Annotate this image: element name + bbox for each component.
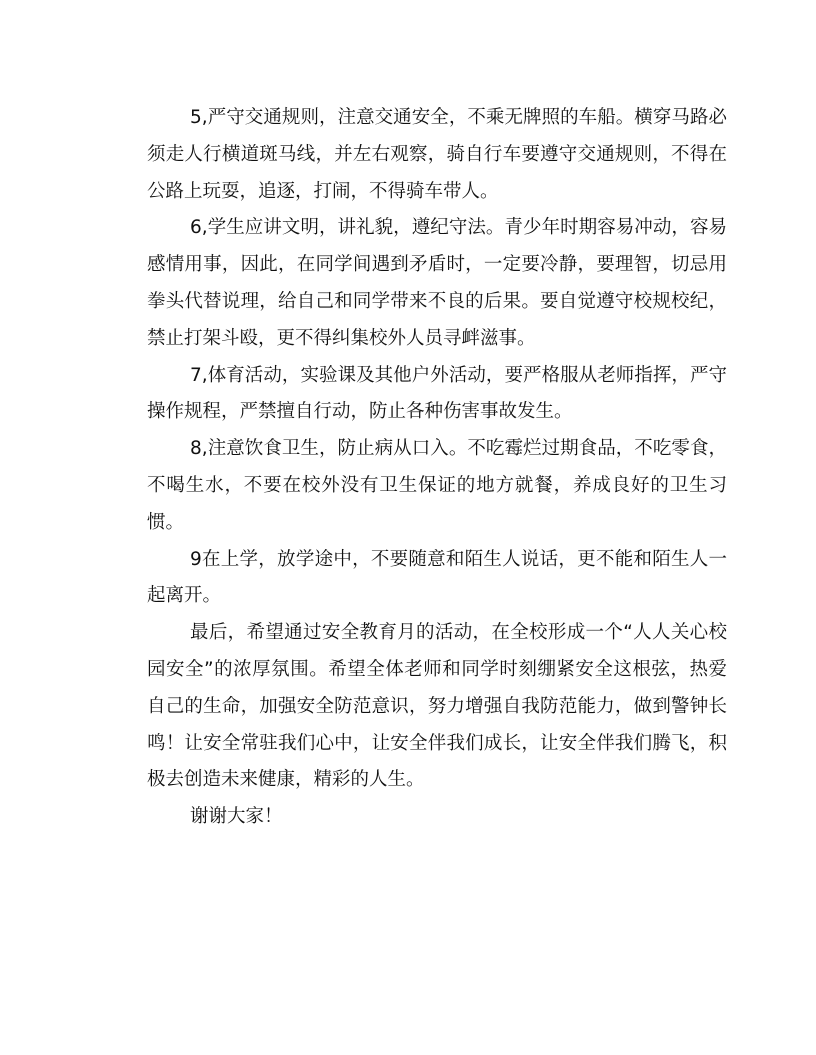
paragraph-closing: 最后，希望通过安全教育月的活动，在全校形成一个“人人关心校园安全”的浓厚氛围。希望全体老师和同学时刻绷紧安全这根弦，热爱自己的生命，加强安全防范意识，努力增强自我防范能力，做到警钟长鸣！让安全常驻我们心中，让安全伴我们成长，让安全伴我们腾飞，积极去创造未来健康，精彩的人生。	[147, 622, 727, 791]
paragraph-rule-6: 6,学生应讲文明，讲礼貌，遵纪守法。青少年时期容易冲动，容易感情用事，因此，在同学间遇到矛盾时，一定要冷静，要理智，切忌用拳头代替说理，给自己和同学带来不良的后果。要自觉遵守校规校纪，禁止打架斗殴，更不得纠集校外人员寻衅滋事。	[147, 217, 727, 349]
paragraph-rule-8: 8,注意饮食卫生，防止病从口入。不吃霉烂过期食品，不吃零食，不喝生水，不要在校外没有卫生保证的地方就餐，养成良好的卫生习惯。	[147, 438, 727, 533]
paragraph-thanks: 谢谢大家！	[190, 806, 283, 828]
paragraph-rule-5: 5,严守交通规则，注意交通安全，不乘无牌照的车船。横穿马路必须走人行横道斑马线，并左右观察，骑自行车要遵守交通规则，不得在公路上玩耍，追逐，打闹，不得骑车带人。	[147, 107, 727, 202]
paragraph-rule-7: 7,体育活动，实验课及其他户外活动，要严格服从老师指挥，严守操作规程，严禁擅自行动，防止各种伤害事故发生。	[147, 364, 727, 423]
paragraph-rule-9: 9在上学，放学途中，不要随意和陌生人说话，更不能和陌生人一起离开。	[147, 548, 727, 607]
document-body	[147, 100, 727, 836]
